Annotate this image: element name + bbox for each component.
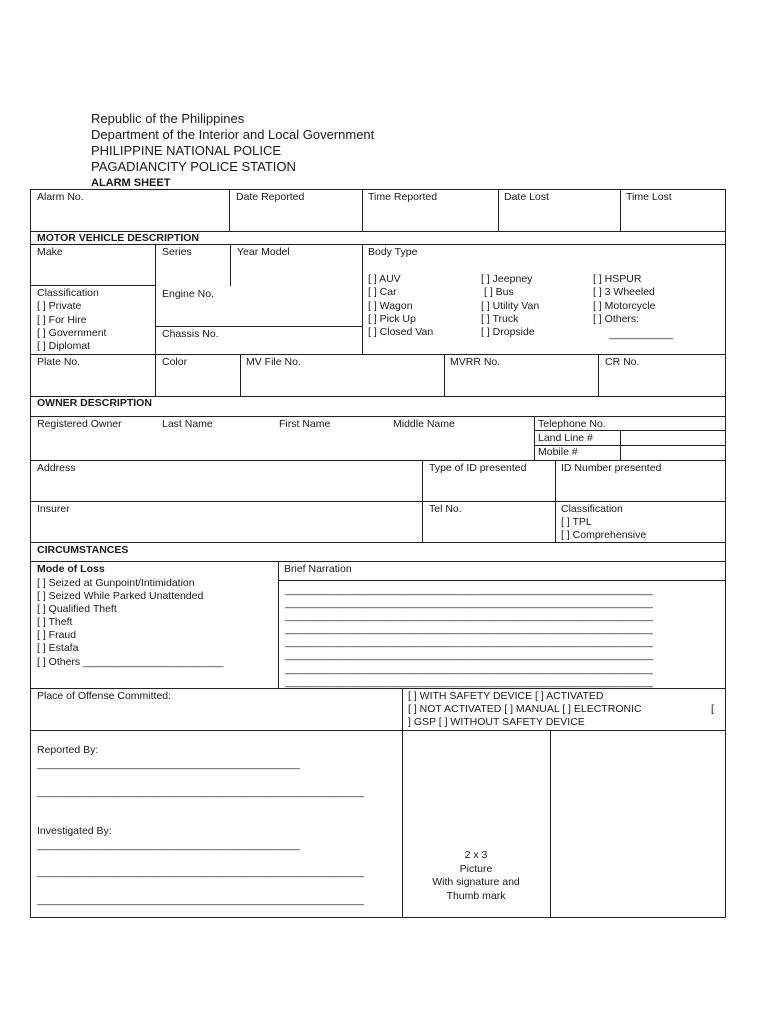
vehicle-section-title: MOTOR VEHICLE DESCRIPTION bbox=[37, 232, 199, 244]
mobile-label: Mobile # bbox=[538, 446, 578, 458]
mode-option: [ ] Seized at Gunpoint/Intimidation bbox=[37, 577, 195, 589]
series-label: Series bbox=[162, 246, 192, 258]
date-reported-label: Date Reported bbox=[236, 191, 305, 203]
classification-option: [ ] For Hire bbox=[37, 314, 87, 326]
mode-option: [ ] Theft bbox=[37, 616, 73, 628]
type-of-id-label: Type of ID presented bbox=[429, 462, 527, 474]
header-station: PAGADIANCITY POLICE STATION bbox=[91, 159, 296, 174]
divider bbox=[362, 244, 363, 354]
first-name-label: First Name bbox=[279, 418, 331, 430]
others-blank-line: ___________ bbox=[609, 328, 674, 340]
safety-device-bracket: [ bbox=[711, 703, 714, 715]
brief-narration-label: Brief Narration bbox=[284, 563, 352, 575]
safety-device-line: ] GSP [ ] WITHOUT SAFETY DEVICE bbox=[408, 716, 585, 728]
divider bbox=[550, 730, 551, 918]
signature-line: ________________________________________________________ bbox=[37, 786, 365, 798]
body-type-option: [ ] 3 Wheeled bbox=[593, 286, 655, 298]
chassis-no-label: Chassis No. bbox=[162, 328, 219, 340]
reported-by-label: Reported By: bbox=[37, 744, 99, 756]
narration-line: _______________________________________________________________ bbox=[285, 597, 653, 609]
vehicle-classification-label: Classification bbox=[37, 287, 99, 299]
address-label: Address bbox=[37, 462, 76, 474]
last-name-label: Last Name bbox=[162, 418, 213, 430]
body-type-option: [ ] Truck bbox=[481, 313, 519, 325]
mode-option: [ ] Seized While Parked Unattended bbox=[37, 590, 204, 602]
picture-caption-line: With signature and bbox=[432, 876, 520, 888]
classification-option: [ ] Diplomat bbox=[37, 340, 91, 352]
telephone-no-label: Telephone No. bbox=[538, 418, 606, 430]
divider bbox=[30, 460, 726, 461]
engine-no-label: Engine No. bbox=[162, 288, 214, 300]
tel-no-label: Tel No. bbox=[429, 503, 462, 515]
body-type-option: [ ] Motorcycle bbox=[593, 300, 656, 312]
narration-line: _______________________________________________________________ bbox=[285, 610, 653, 622]
insurance-classification-label: Classification bbox=[561, 503, 623, 515]
registered-owner-label: Registered Owner bbox=[37, 418, 122, 430]
body-type-option: [ ] HSPUR bbox=[593, 273, 642, 285]
divider bbox=[30, 561, 726, 562]
place-of-offense-label: Place of Offense Committed: bbox=[37, 690, 172, 702]
mode-option: [ ] Fraud bbox=[37, 629, 77, 641]
insurer-label: Insurer bbox=[37, 503, 70, 515]
picture-placeholder bbox=[402, 849, 550, 903]
signature-line: _____________________________________________ bbox=[37, 758, 300, 770]
insurance-option: [ ] TPL bbox=[561, 516, 592, 528]
mvrr-no-label: MVRR No. bbox=[450, 356, 501, 368]
signature-line: ________________________________________________________ bbox=[37, 894, 365, 906]
time-lost-label: Time Lost bbox=[626, 191, 672, 203]
safety-device-line: [ ] NOT ACTIVATED [ ] MANUAL [ ] ELECTRONIC bbox=[408, 703, 642, 715]
safety-device-line: [ ] WITH SAFETY DEVICE [ ] ACTIVATED bbox=[408, 690, 604, 702]
body-type-option: [ ] Pick Up bbox=[368, 313, 416, 325]
narration-line: _______________________________________________________________ bbox=[285, 584, 653, 596]
classification-option: [ ] Private bbox=[37, 300, 82, 312]
body-type-option: [ ] Utility Van bbox=[481, 300, 540, 312]
body-type-option: [ ] Jeepney bbox=[481, 273, 533, 285]
body-type-option: [ ] Closed Van bbox=[368, 326, 434, 338]
divider bbox=[30, 501, 726, 502]
divider bbox=[155, 326, 362, 327]
id-number-label: ID Number presented bbox=[561, 462, 662, 474]
body-type-option: [ ] Wagon bbox=[368, 300, 413, 312]
divider bbox=[155, 244, 156, 354]
time-reported-label: Time Reported bbox=[368, 191, 438, 203]
body-type-option: [ ] Bus bbox=[484, 286, 514, 298]
owner-section-title: OWNER DESCRIPTION bbox=[37, 397, 152, 409]
divider bbox=[598, 354, 599, 396]
classification-option: [ ] Government bbox=[37, 327, 107, 339]
year-model-label: Year Model bbox=[237, 246, 290, 258]
body-type-option: [ ] AUV bbox=[368, 273, 401, 285]
body-type-option: [ ] Car bbox=[368, 286, 397, 298]
signature-line: ________________________________________________________ bbox=[37, 866, 365, 878]
narration-line: _______________________________________________________________ bbox=[285, 663, 653, 675]
circumstances-section-title: CIRCUMSTANCES bbox=[37, 544, 129, 556]
divider bbox=[498, 189, 499, 231]
header-dilg: Department of the Interior and Local Government bbox=[91, 127, 375, 142]
divider bbox=[620, 430, 621, 460]
divider bbox=[620, 189, 621, 231]
investigated-by-label: Investigated By: bbox=[37, 825, 112, 837]
body-type-label: Body Type bbox=[368, 246, 418, 258]
picture-caption-line: Thumb mark bbox=[446, 889, 506, 902]
plate-no-label: Plate No. bbox=[37, 356, 81, 368]
mode-option: [ ] Others ________________________ bbox=[37, 656, 224, 668]
divider bbox=[278, 561, 279, 688]
divider bbox=[240, 354, 241, 396]
mode-of-loss-label: Mode of Loss bbox=[37, 563, 105, 575]
narration-line: _______________________________________________________________ bbox=[285, 623, 653, 635]
picture-caption-line: 2 x 3 bbox=[464, 849, 488, 861]
form-title: ALARM SHEET bbox=[91, 177, 171, 189]
divider bbox=[30, 730, 726, 731]
land-line-label: Land Line # bbox=[538, 432, 593, 444]
divider bbox=[30, 354, 726, 355]
cr-no-label: CR No. bbox=[605, 356, 640, 368]
divider bbox=[155, 354, 156, 396]
picture-caption-line: Picture bbox=[459, 862, 493, 875]
mode-option: [ ] Estafa bbox=[37, 642, 79, 654]
make-label: Make bbox=[37, 246, 63, 258]
middle-name-label: Middle Name bbox=[393, 418, 455, 430]
mode-option: [ ] Qualified Theft bbox=[37, 603, 117, 615]
date-lost-label: Date Lost bbox=[504, 191, 549, 203]
mv-file-no-label: MV File No. bbox=[246, 356, 301, 368]
insurance-option: [ ] Comprehensive bbox=[561, 529, 647, 541]
divider bbox=[230, 244, 231, 286]
divider bbox=[362, 189, 363, 231]
header-pnp: PHILIPPINE NATIONAL POLICE bbox=[91, 143, 281, 158]
alarm-no-label: Alarm No. bbox=[37, 191, 84, 203]
color-label: Color bbox=[162, 356, 188, 368]
divider bbox=[555, 460, 556, 542]
narration-line: _______________________________________________________________ bbox=[285, 636, 653, 648]
divider bbox=[30, 285, 155, 286]
divider bbox=[229, 189, 230, 231]
divider bbox=[422, 460, 423, 542]
narration-line: _______________________________________________________________ bbox=[285, 676, 653, 688]
body-type-option: [ ] Others: bbox=[593, 313, 640, 325]
divider bbox=[278, 580, 726, 581]
signature-line: _____________________________________________ bbox=[37, 839, 300, 851]
divider bbox=[444, 354, 445, 396]
header-republic: Republic of the Philippines bbox=[91, 111, 245, 126]
body-type-option: [ ] Dropside bbox=[481, 326, 535, 338]
divider bbox=[30, 416, 726, 417]
divider bbox=[534, 416, 535, 460]
narration-line: _______________________________________________________________ bbox=[285, 649, 653, 661]
